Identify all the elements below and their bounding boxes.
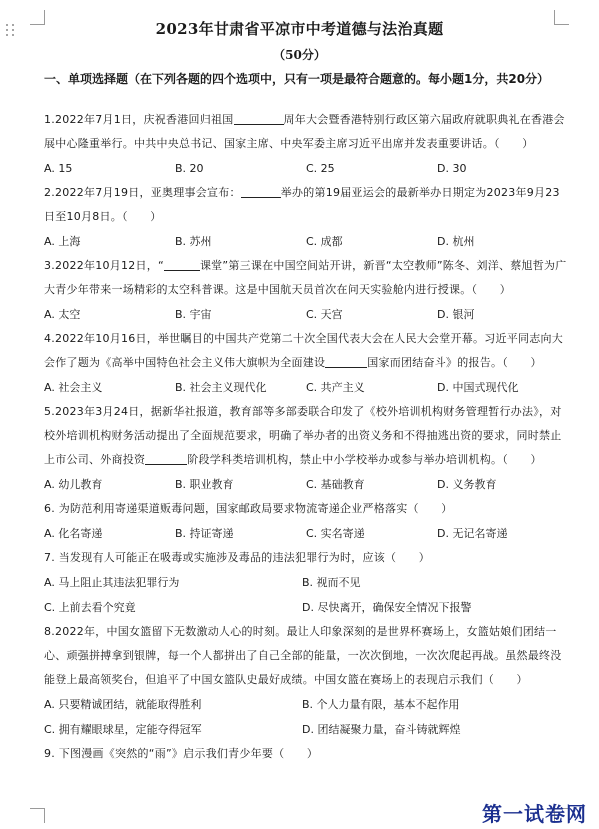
- question-stem: [44, 327, 568, 375]
- question-text: 8.2022年，中国女篮留下无数激动人心的时刻。最让人印象深刻的是世界杯赛场上，女篮姑娘们团结一心、顽强拼搏拿到银牌，每一个人都拼出了自己全部的能量，一次次倒地，一次次爬起再战。虽然最终没能登上最高领奖台，但追平了中国女篮队史最好成绩。中国女篮在赛场上的表现启示我们（ ）: [44, 625, 562, 686]
- question-text: 5.2023年3月24日，据新华社报道，教育部等多部委联合印发了《校外培训机构财务管理暂行办法》，对校外培训机构财务活动提出了全面规范要求，明确了举办者的出资义务和不得抽逃出资的要求，同时禁止上市公司、外商投资: [44, 405, 562, 466]
- section-heading: 一、单项选择题（在下列各题的四个选项中，只有一项是最符合题意的。每小题1分，共20分）: [44, 72, 550, 86]
- answer-option: C. 25: [306, 162, 335, 175]
- question-text: 周年大会暨香港特别行政区第六届政府就职典礼在香港会展中心隆重举行。中共中央总书记、国家主席、中央军委主席习近平出席并发表重要讲话。（ ）: [44, 113, 565, 150]
- option-group: [44, 570, 568, 620]
- answer-option: A. 社会主义: [44, 381, 103, 394]
- total-score: （50分）: [273, 48, 326, 62]
- question-stem: [44, 497, 568, 521]
- answer-blank: [164, 256, 200, 271]
- question-text: 4.2022年10月16日，举世瞩目的中国共产党第二十次全国代表大会在人民大会堂开幕。习近平同志向大会作了题为《高举中国特色社会主义伟大旗帜为全面建设: [44, 332, 563, 369]
- question-block: [44, 546, 568, 620]
- question-block: [44, 327, 568, 400]
- question-block: [44, 108, 568, 181]
- question-text: 举办的第19届亚运会的最新举办日期定为2023年9月23日至10月8日。（ ）: [44, 186, 560, 223]
- question-text: 国家而团结奋斗》的报告。（ ）: [367, 356, 542, 369]
- answer-option: A. 太空: [44, 308, 81, 321]
- question-text: 1.2022年7月1日，庆祝香港回归祖国: [44, 113, 234, 126]
- question-text: 3.2022年10月12日，“: [44, 259, 164, 272]
- question-text: 2.2022年7月19日，亚奥理事会宣布：: [44, 186, 241, 199]
- answer-option: D. 30: [437, 162, 467, 175]
- option-group: [44, 302, 568, 327]
- question-text: 7. 当发现有人可能正在吸毒或实施涉及毒品的违法犯罪行为时，应该（ ）: [44, 551, 430, 564]
- answer-option: A. 化名寄递: [44, 527, 103, 540]
- watermark-logo: 第一试卷网: [482, 802, 587, 826]
- answer-blank: [241, 183, 281, 198]
- question-block: [44, 254, 568, 327]
- answer-option: D. 义务教育: [437, 478, 497, 491]
- option-group: [44, 229, 568, 254]
- answer-option: B. 视而不见: [302, 576, 361, 589]
- answer-option: C. 上前去看个究竟: [44, 601, 136, 614]
- question-stem: [44, 181, 568, 229]
- answer-option: D. 无记名寄递: [437, 527, 508, 540]
- question-stem: [44, 742, 568, 766]
- question-stem: [44, 400, 568, 472]
- answer-option: C. 成都: [306, 235, 343, 248]
- option-group: [44, 692, 568, 742]
- question-block: [44, 497, 568, 546]
- answer-option: D. 杭州: [437, 235, 475, 248]
- question-list: [44, 108, 568, 766]
- question-text: 6. 为防范利用寄递渠道贩毒问题，国家邮政局要求物流寄递企业严格落实（ ）: [44, 502, 453, 515]
- question-stem: [44, 546, 568, 570]
- answer-option: B. 苏州: [175, 235, 212, 248]
- answer-option: B. 个人力量有限，基本不起作用: [302, 698, 460, 711]
- answer-option: C. 拥有耀眼球星，定能夺得冠军: [44, 723, 202, 736]
- question-stem: [44, 254, 568, 302]
- answer-blank: [325, 353, 367, 368]
- question-block: [44, 400, 568, 497]
- answer-option: B. 宇宙: [175, 308, 212, 321]
- question-text: 阶段学科类培训机构，禁止中小学校举办或参与举办培训机构。（ ）: [187, 453, 542, 466]
- answer-option: B. 持证寄递: [175, 527, 234, 540]
- question-block: [44, 181, 568, 254]
- question-stem: [44, 108, 568, 156]
- option-group: [44, 521, 568, 546]
- question-block: [44, 620, 568, 742]
- option-group: [44, 156, 568, 181]
- answer-blank: [145, 450, 187, 465]
- answer-option: A. 马上阻止其违法犯罪行为: [44, 576, 180, 589]
- option-group: [44, 472, 568, 497]
- question-block: [44, 742, 568, 766]
- answer-option: C. 实名寄递: [306, 527, 365, 540]
- answer-option: D. 尽快离开，确保安全情况下报警: [302, 601, 472, 614]
- answer-option: D. 中国式现代化: [437, 381, 519, 394]
- answer-option: C. 基础教育: [306, 478, 365, 491]
- answer-option: B. 社会主义现代化: [175, 381, 267, 394]
- answer-option: C. 共产主义: [306, 381, 365, 394]
- question-text: 9. 下图漫画《突然的“雨”》启示我们青少年要（ ）: [44, 747, 319, 760]
- answer-option: C. 天宫: [306, 308, 343, 321]
- answer-blank: [234, 110, 284, 125]
- option-group: [44, 375, 568, 400]
- question-text: 课堂”第三课在中国空间站开讲，新晋“太空教师”陈冬、刘洋、蔡旭哲为广大青少年带来一场精彩的太空科普课。这是中国航天员首次在问天实验舱内进行授课。（ ）: [44, 259, 567, 296]
- page-corner-mark: [30, 808, 45, 823]
- page-title: 2023年甘肃省平凉市中考道德与法治真题: [155, 20, 444, 38]
- answer-option: B. 20: [175, 162, 204, 175]
- answer-option: A. 上海: [44, 235, 81, 248]
- answer-option: A. 只要精诚团结，就能取得胜利: [44, 698, 202, 711]
- answer-option: A. 15: [44, 162, 73, 175]
- answer-option: B. 职业教育: [175, 478, 234, 491]
- answer-option: A. 幼儿教育: [44, 478, 103, 491]
- question-stem: [44, 620, 568, 692]
- answer-option: D. 团结凝聚力量，奋斗铸就辉煌: [302, 723, 461, 736]
- answer-option: D. 银河: [437, 308, 475, 321]
